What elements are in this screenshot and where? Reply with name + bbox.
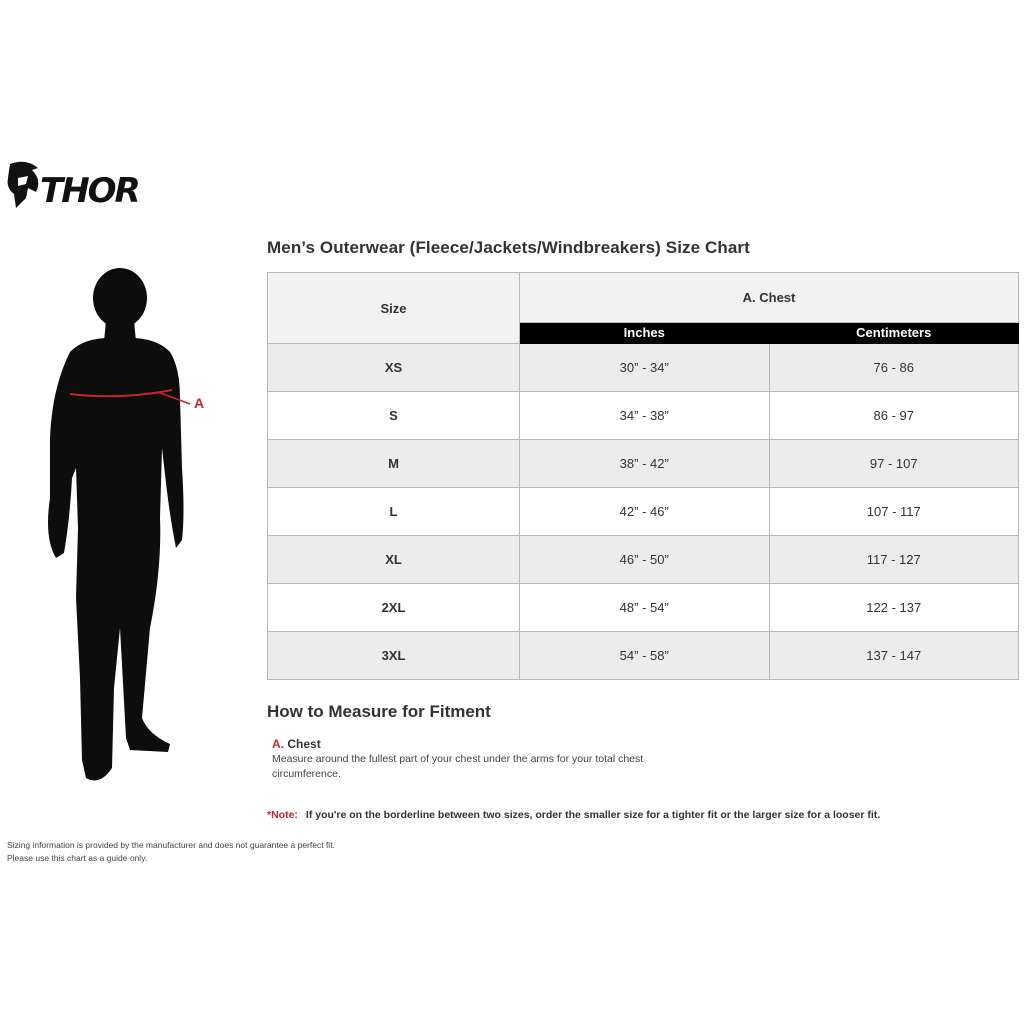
chest-measure-description: Measure around the fullest part of your chest under the arms for your total chest circumference. <box>272 753 644 780</box>
chest-measure-label <box>272 737 321 751</box>
table-row <box>268 440 1019 488</box>
cm-cell: 76 - 86 <box>769 344 1019 392</box>
table-row <box>268 392 1019 440</box>
disclaimer-line-2: Please use this chart as a guide only. <box>7 853 148 863</box>
inches-cell: 30” - 34” <box>520 344 770 392</box>
centimeters-column-header: Centimeters <box>769 322 1019 343</box>
disclaimer-line-1: Sizing information is provided by the manufacturer and does not guarantee a perfect fit. <box>7 840 335 850</box>
cm-cell: 86 - 97 <box>769 392 1019 440</box>
chart-title: Men’s Outerwear (Fleece/Jackets/Windbreakers) Size Chart <box>267 238 750 257</box>
note-text: If you're on the borderline between two sizes, order the smaller size for a tighter fit or the larger size for a looser fit. <box>305 809 881 821</box>
thor-logo <box>6 158 166 212</box>
inches-cell: 38” - 42” <box>520 440 770 488</box>
cm-cell: 122 - 137 <box>769 584 1019 632</box>
disclaimer <box>7 839 335 865</box>
cm-cell: 97 - 107 <box>769 440 1019 488</box>
size-cell: XL <box>268 536 520 584</box>
table-row <box>268 488 1019 536</box>
body-silhouette <box>30 268 220 788</box>
size-column-header: Size <box>268 273 520 344</box>
size-cell: L <box>268 488 520 536</box>
table-row <box>268 536 1019 584</box>
size-cell: XS <box>268 344 520 392</box>
thor-logo-mark <box>6 158 166 212</box>
inches-column-header: Inches <box>520 322 770 343</box>
size-chart-table <box>267 272 1019 680</box>
inches-cell: 48” - 54” <box>520 584 770 632</box>
inches-cell: 34” - 38” <box>520 392 770 440</box>
cm-cell: 107 - 117 <box>769 488 1019 536</box>
inches-cell: 42” - 46” <box>520 488 770 536</box>
size-cell: S <box>268 392 520 440</box>
chest-measure-name: Chest <box>287 737 321 751</box>
table-row <box>268 584 1019 632</box>
inches-cell: 46” - 50” <box>520 536 770 584</box>
table-row <box>268 344 1019 392</box>
logo-text: THOR <box>40 171 139 211</box>
size-cell: 3XL <box>268 632 520 680</box>
inches-cell: 54” - 58” <box>520 632 770 680</box>
sizing-note <box>267 809 880 821</box>
table-row <box>268 632 1019 680</box>
figure-marker-label: A <box>194 395 205 411</box>
chest-column-header: A. Chest <box>520 273 1019 323</box>
note-label: *Note: <box>267 809 298 821</box>
how-to-measure-title: How to Measure for Fitment <box>267 702 491 721</box>
size-cell: 2XL <box>268 584 520 632</box>
size-cell: M <box>268 440 520 488</box>
cm-cell: 117 - 127 <box>769 536 1019 584</box>
chest-measure-letter: A. <box>272 737 284 751</box>
cm-cell: 137 - 147 <box>769 632 1019 680</box>
